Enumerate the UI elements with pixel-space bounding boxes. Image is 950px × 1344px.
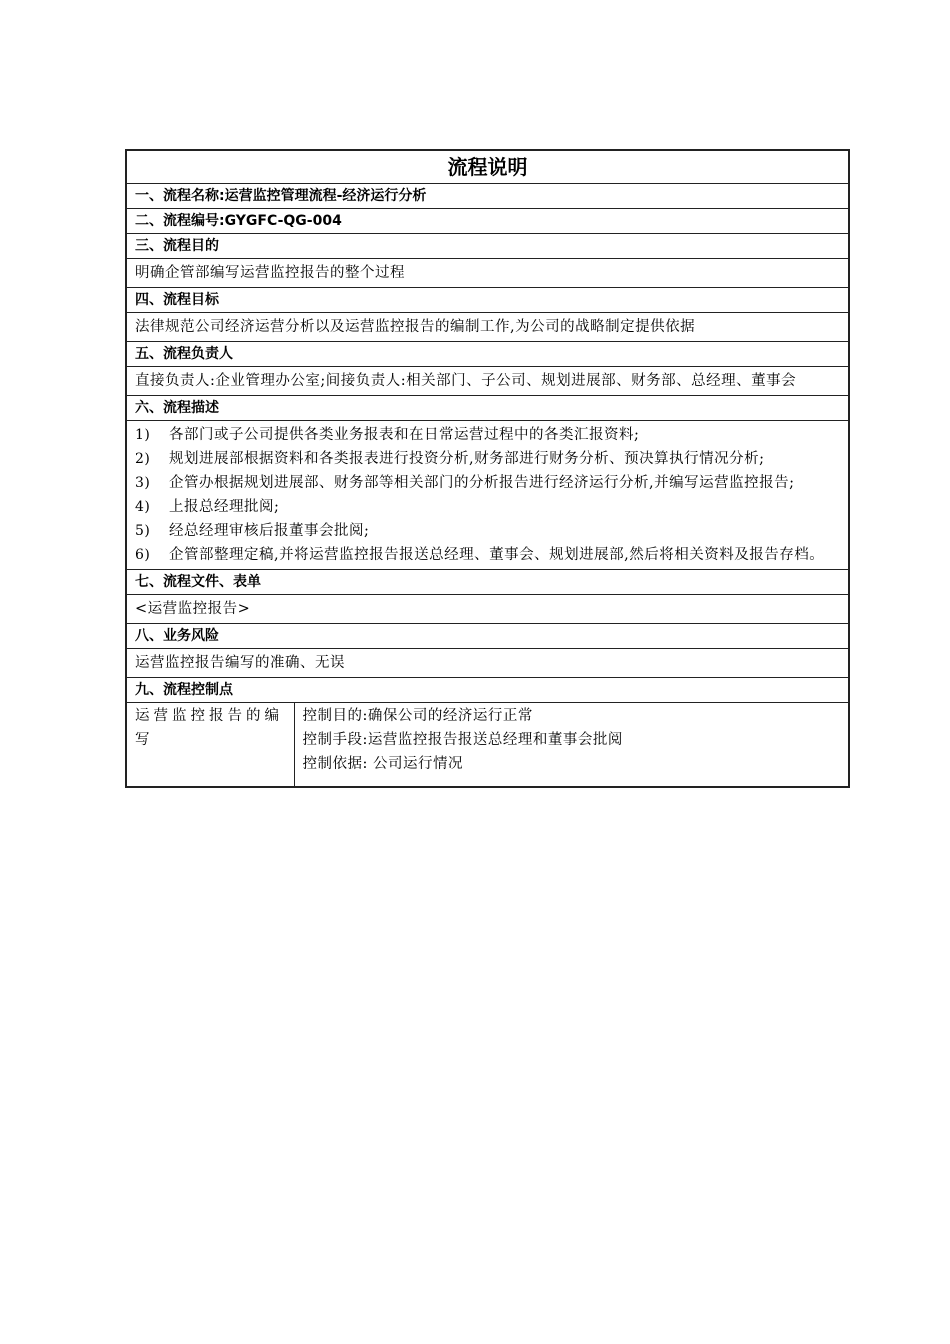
- section-description-heading: 六、流程描述: [126, 396, 849, 421]
- section-risk-content: 运营监控报告编写的准确、无误: [126, 649, 849, 678]
- section-purpose-heading: 三、流程目的: [126, 234, 849, 259]
- section-files-content: <运营监控报告>: [126, 595, 849, 624]
- process-description-table: [125, 149, 850, 788]
- list-item: [135, 423, 840, 447]
- control-point-details: [294, 703, 849, 788]
- section-process-code: 二、流程编号:GYGFC-QG-004: [126, 209, 849, 234]
- step-text: 企管部整理定稿,并将运营监控报告报送总经理、董事会、规划进展部,然后将相关资料及报告存档。: [169, 547, 825, 563]
- control-means-label: 控制手段:: [302, 732, 368, 748]
- section-control-heading: 九、流程控制点: [126, 678, 849, 703]
- step-number: 5): [135, 523, 151, 539]
- step-text: 上报总经理批阅;: [169, 499, 280, 515]
- control-purpose-label: 控制目的:: [302, 708, 368, 724]
- section-goal-heading: 四、流程目标: [126, 288, 849, 313]
- control-purpose: [303, 704, 841, 728]
- step-text: 各部门或子公司提供各类业务报表和在日常运营过程中的各类汇报资料;: [169, 427, 640, 443]
- list-item: [135, 495, 840, 519]
- section-owner-heading: 五、流程负责人: [126, 342, 849, 367]
- control-basis-label: 控制依据:: [302, 756, 368, 772]
- step-text: 规划进展部根据资料和各类报表进行投资分析,财务部进行财务分析、预决算执行情况分析;: [169, 451, 765, 467]
- section-purpose-content: 明确企管部编写运营监控报告的整个过程: [126, 259, 849, 288]
- section-description-content: [126, 421, 849, 570]
- step-number: 2): [135, 451, 151, 467]
- control-purpose-value: 确保公司的经济运行正常: [367, 708, 533, 724]
- section-files-heading: 七、流程文件、表单: [126, 570, 849, 595]
- step-number: 6): [135, 547, 151, 563]
- control-basis-value: 公司运行情况: [367, 756, 463, 772]
- step-number: 1): [135, 427, 151, 443]
- control-point-name: 运营监控报告的编写: [126, 703, 294, 788]
- section-owner-content: 直接负责人:企业管理办公室;间接负责人:相关部门、子公司、规划进展部、财务部、总经理、董事会: [126, 367, 849, 396]
- document-title: 流程说明: [126, 150, 849, 184]
- list-item: [135, 447, 840, 471]
- step-text: 企管办根据规划进展部、财务部等相关部门的分析报告进行经济运行分析,并编写运营监控报告;: [169, 475, 795, 491]
- list-item: [135, 471, 840, 495]
- section-goal-content: 法律规范公司经济运营分析以及运营监控报告的编制工作,为公司的战略制定提供依据: [126, 313, 849, 342]
- section-process-name: 一、流程名称:运营监控管理流程-经济运行分析: [126, 184, 849, 209]
- list-item: [135, 519, 840, 543]
- section-risk-heading: 八、业务风险: [126, 624, 849, 649]
- step-list: [135, 423, 840, 567]
- control-means: [303, 728, 841, 752]
- control-basis: [303, 752, 841, 776]
- step-text: 经总经理审核后报董事会批阅;: [169, 523, 370, 539]
- step-number: 3): [135, 475, 151, 491]
- control-means-value: 运营监控报告报送总经理和董事会批阅: [367, 732, 623, 748]
- list-item: [135, 543, 840, 567]
- step-number: 4): [135, 499, 151, 515]
